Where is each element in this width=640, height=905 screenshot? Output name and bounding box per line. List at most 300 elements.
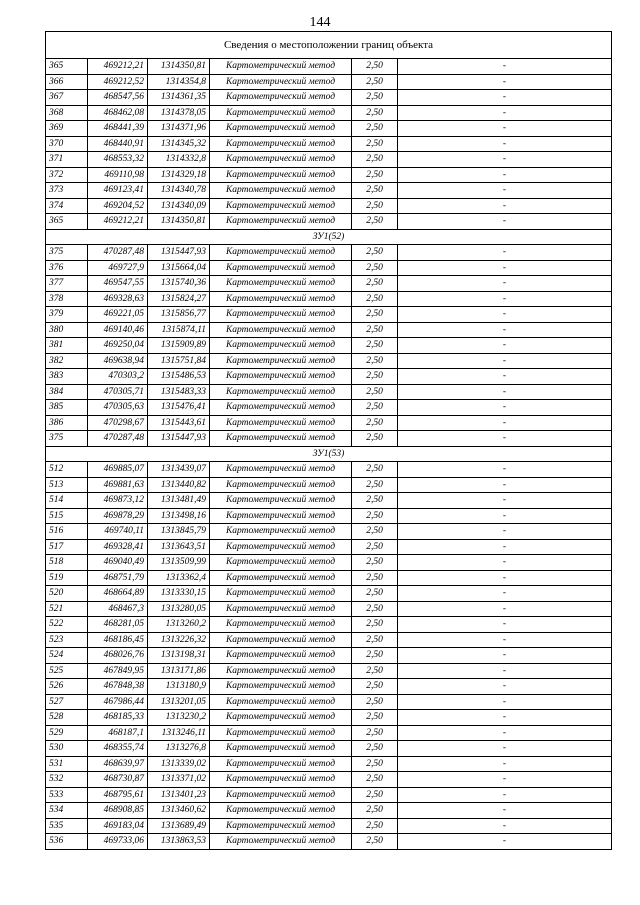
point-number: 365 bbox=[46, 214, 88, 230]
point-number: 521 bbox=[46, 601, 88, 617]
description: - bbox=[398, 322, 612, 338]
table-row bbox=[46, 617, 612, 633]
point-number: 384 bbox=[46, 384, 88, 400]
method: Картометрический метод bbox=[210, 617, 352, 633]
coord-y: 1314332,8 bbox=[148, 152, 210, 168]
description: - bbox=[398, 803, 612, 819]
accuracy: 2,50 bbox=[352, 787, 398, 803]
accuracy: 2,50 bbox=[352, 384, 398, 400]
coord-x: 468730,87 bbox=[88, 772, 148, 788]
accuracy: 2,50 bbox=[352, 725, 398, 741]
table-row bbox=[46, 570, 612, 586]
coord-x: 467849,95 bbox=[88, 663, 148, 679]
description: - bbox=[398, 539, 612, 555]
coord-x: 468355,74 bbox=[88, 741, 148, 757]
coord-y: 1314340,78 bbox=[148, 183, 210, 199]
description: - bbox=[398, 756, 612, 772]
accuracy: 2,50 bbox=[352, 183, 398, 199]
table-row bbox=[46, 787, 612, 803]
table-row bbox=[46, 431, 612, 447]
table-row bbox=[46, 90, 612, 106]
point-number: 532 bbox=[46, 772, 88, 788]
accuracy: 2,50 bbox=[352, 90, 398, 106]
description: - bbox=[398, 90, 612, 106]
coord-y: 1314329,18 bbox=[148, 167, 210, 183]
method: Картометрический метод bbox=[210, 694, 352, 710]
coord-x: 469123,41 bbox=[88, 183, 148, 199]
table-row bbox=[46, 586, 612, 602]
description: - bbox=[398, 524, 612, 540]
point-number: 515 bbox=[46, 508, 88, 524]
method: Картометрический метод bbox=[210, 384, 352, 400]
accuracy: 2,50 bbox=[352, 400, 398, 416]
point-number: 371 bbox=[46, 152, 88, 168]
description: - bbox=[398, 152, 612, 168]
method: Картометрический метод bbox=[210, 167, 352, 183]
accuracy: 2,50 bbox=[352, 105, 398, 121]
point-number: 370 bbox=[46, 136, 88, 152]
coord-x: 469140,46 bbox=[88, 322, 148, 338]
description: - bbox=[398, 431, 612, 447]
method: Картометрический метод bbox=[210, 493, 352, 509]
coord-y: 1314361,35 bbox=[148, 90, 210, 106]
accuracy: 2,50 bbox=[352, 539, 398, 555]
description: - bbox=[398, 353, 612, 369]
point-number: 379 bbox=[46, 307, 88, 323]
method: Картометрический метод bbox=[210, 245, 352, 261]
accuracy: 2,50 bbox=[352, 214, 398, 230]
coord-x: 468639,97 bbox=[88, 756, 148, 772]
method: Картометрический метод bbox=[210, 772, 352, 788]
accuracy: 2,50 bbox=[352, 586, 398, 602]
method: Картометрический метод bbox=[210, 555, 352, 571]
table-row bbox=[46, 74, 612, 90]
description: - bbox=[398, 834, 612, 850]
point-number: 516 bbox=[46, 524, 88, 540]
method: Картометрический метод bbox=[210, 725, 352, 741]
table-row bbox=[46, 694, 612, 710]
coord-y: 1313498,16 bbox=[148, 508, 210, 524]
coord-y: 1313401,23 bbox=[148, 787, 210, 803]
section-header-row bbox=[46, 446, 612, 462]
accuracy: 2,50 bbox=[352, 694, 398, 710]
point-number: 519 bbox=[46, 570, 88, 586]
description: - bbox=[398, 477, 612, 493]
coord-x: 468553,32 bbox=[88, 152, 148, 168]
table-row bbox=[46, 105, 612, 121]
point-number: 534 bbox=[46, 803, 88, 819]
method: Картометрический метод bbox=[210, 663, 352, 679]
point-number: 523 bbox=[46, 632, 88, 648]
coord-x: 469873,12 bbox=[88, 493, 148, 509]
method: Картометрический метод bbox=[210, 834, 352, 850]
point-number: 385 bbox=[46, 400, 88, 416]
boundary-coordinates-table bbox=[45, 31, 612, 850]
accuracy: 2,50 bbox=[352, 167, 398, 183]
description: - bbox=[398, 214, 612, 230]
table-row bbox=[46, 260, 612, 276]
accuracy: 2,50 bbox=[352, 772, 398, 788]
method: Картометрический метод bbox=[210, 710, 352, 726]
description: - bbox=[398, 121, 612, 137]
accuracy: 2,50 bbox=[352, 601, 398, 617]
method: Картометрический метод bbox=[210, 787, 352, 803]
description: - bbox=[398, 291, 612, 307]
coord-x: 470298,67 bbox=[88, 415, 148, 431]
method: Картометрический метод bbox=[210, 648, 352, 664]
coord-y: 1314350,81 bbox=[148, 59, 210, 75]
coord-y: 1315447,93 bbox=[148, 431, 210, 447]
table-title-row bbox=[46, 32, 612, 59]
point-number: 513 bbox=[46, 477, 88, 493]
accuracy: 2,50 bbox=[352, 121, 398, 137]
description: - bbox=[398, 136, 612, 152]
description: - bbox=[398, 648, 612, 664]
method: Картометрический метод bbox=[210, 74, 352, 90]
coord-y: 1313439,07 bbox=[148, 462, 210, 478]
coord-x: 468026,76 bbox=[88, 648, 148, 664]
coord-y: 1313460,62 bbox=[148, 803, 210, 819]
coord-x: 470287,48 bbox=[88, 245, 148, 261]
coord-y: 1313339,02 bbox=[148, 756, 210, 772]
method: Картометрический метод bbox=[210, 431, 352, 447]
point-number: 520 bbox=[46, 586, 88, 602]
accuracy: 2,50 bbox=[352, 632, 398, 648]
point-number: 518 bbox=[46, 555, 88, 571]
coord-y: 1313643,51 bbox=[148, 539, 210, 555]
coord-y: 1313180,9 bbox=[148, 679, 210, 695]
method: Картометрический метод bbox=[210, 121, 352, 137]
description: - bbox=[398, 183, 612, 199]
table-row bbox=[46, 462, 612, 478]
method: Картометрический метод bbox=[210, 803, 352, 819]
table-row bbox=[46, 167, 612, 183]
method: Картометрический метод bbox=[210, 415, 352, 431]
coord-y: 1313863,53 bbox=[148, 834, 210, 850]
point-number: 527 bbox=[46, 694, 88, 710]
description: - bbox=[398, 415, 612, 431]
accuracy: 2,50 bbox=[352, 338, 398, 354]
point-number: 512 bbox=[46, 462, 88, 478]
point-number: 375 bbox=[46, 245, 88, 261]
description: - bbox=[398, 663, 612, 679]
table-row bbox=[46, 59, 612, 75]
description: - bbox=[398, 167, 612, 183]
coord-x: 469878,29 bbox=[88, 508, 148, 524]
accuracy: 2,50 bbox=[352, 59, 398, 75]
description: - bbox=[398, 617, 612, 633]
accuracy: 2,50 bbox=[352, 617, 398, 633]
method: Картометрический метод bbox=[210, 322, 352, 338]
coord-x: 469040,49 bbox=[88, 555, 148, 571]
description: - bbox=[398, 818, 612, 834]
coord-y: 1315874,11 bbox=[148, 322, 210, 338]
coord-x: 469212,21 bbox=[88, 214, 148, 230]
coord-x: 468185,33 bbox=[88, 710, 148, 726]
table-row bbox=[46, 539, 612, 555]
section-header-row bbox=[46, 229, 612, 245]
method: Картометрический метод bbox=[210, 276, 352, 292]
coord-y: 1315824,27 bbox=[148, 291, 210, 307]
accuracy: 2,50 bbox=[352, 741, 398, 757]
accuracy: 2,50 bbox=[352, 834, 398, 850]
description: - bbox=[398, 462, 612, 478]
coord-x: 469733,06 bbox=[88, 834, 148, 850]
accuracy: 2,50 bbox=[352, 198, 398, 214]
coord-x: 468467,3 bbox=[88, 601, 148, 617]
method: Картометрический метод bbox=[210, 214, 352, 230]
point-number: 530 bbox=[46, 741, 88, 757]
coord-y: 1313845,79 bbox=[148, 524, 210, 540]
description: - bbox=[398, 245, 612, 261]
coord-x: 467986,44 bbox=[88, 694, 148, 710]
accuracy: 2,50 bbox=[352, 818, 398, 834]
accuracy: 2,50 bbox=[352, 245, 398, 261]
method: Картометрический метод bbox=[210, 462, 352, 478]
method: Картометрический метод bbox=[210, 400, 352, 416]
point-number: 514 bbox=[46, 493, 88, 509]
table-row bbox=[46, 725, 612, 741]
point-number: 535 bbox=[46, 818, 88, 834]
table-row bbox=[46, 276, 612, 292]
coord-x: 468795,61 bbox=[88, 787, 148, 803]
point-number: 367 bbox=[46, 90, 88, 106]
table-row bbox=[46, 338, 612, 354]
coord-y: 1313201,05 bbox=[148, 694, 210, 710]
method: Картометрический метод bbox=[210, 353, 352, 369]
method: Картометрический метод bbox=[210, 586, 352, 602]
table-row bbox=[46, 741, 612, 757]
coord-x: 469183,04 bbox=[88, 818, 148, 834]
section-label: ЗУ1(53) bbox=[46, 446, 612, 462]
accuracy: 2,50 bbox=[352, 462, 398, 478]
description: - bbox=[398, 710, 612, 726]
coord-y: 1314354,8 bbox=[148, 74, 210, 90]
description: - bbox=[398, 369, 612, 385]
description: - bbox=[398, 787, 612, 803]
description: - bbox=[398, 741, 612, 757]
method: Картометрический метод bbox=[210, 539, 352, 555]
method: Картометрический метод bbox=[210, 136, 352, 152]
table-row bbox=[46, 679, 612, 695]
method: Картометрический метод bbox=[210, 90, 352, 106]
table-row bbox=[46, 322, 612, 338]
coord-y: 1313230,2 bbox=[148, 710, 210, 726]
coord-x: 468440,91 bbox=[88, 136, 148, 152]
description: - bbox=[398, 493, 612, 509]
coord-x: 469221,05 bbox=[88, 307, 148, 323]
accuracy: 2,50 bbox=[352, 260, 398, 276]
table-row bbox=[46, 493, 612, 509]
coord-x: 468187,1 bbox=[88, 725, 148, 741]
coord-x: 469727,9 bbox=[88, 260, 148, 276]
point-number: 375 bbox=[46, 431, 88, 447]
description: - bbox=[398, 555, 612, 571]
coord-y: 1313440,82 bbox=[148, 477, 210, 493]
coord-x: 469740,11 bbox=[88, 524, 148, 540]
coord-y: 1315447,93 bbox=[148, 245, 210, 261]
method: Картометрический метод bbox=[210, 183, 352, 199]
accuracy: 2,50 bbox=[352, 679, 398, 695]
coord-y: 1315483,33 bbox=[148, 384, 210, 400]
accuracy: 2,50 bbox=[352, 648, 398, 664]
description: - bbox=[398, 679, 612, 695]
accuracy: 2,50 bbox=[352, 353, 398, 369]
accuracy: 2,50 bbox=[352, 756, 398, 772]
coord-x: 470303,2 bbox=[88, 369, 148, 385]
point-number: 368 bbox=[46, 105, 88, 121]
method: Картометрический метод bbox=[210, 679, 352, 695]
coord-y: 1313226,32 bbox=[148, 632, 210, 648]
point-number: 374 bbox=[46, 198, 88, 214]
table-row bbox=[46, 415, 612, 431]
coord-y: 1314378,05 bbox=[148, 105, 210, 121]
coord-x: 469212,21 bbox=[88, 59, 148, 75]
coord-y: 1314345,32 bbox=[148, 136, 210, 152]
coord-y: 1314371,96 bbox=[148, 121, 210, 137]
method: Картометрический метод bbox=[210, 508, 352, 524]
point-number: 382 bbox=[46, 353, 88, 369]
point-number: 524 bbox=[46, 648, 88, 664]
coord-y: 1314350,81 bbox=[148, 214, 210, 230]
coord-y: 1313276,8 bbox=[148, 741, 210, 757]
table-row bbox=[46, 121, 612, 137]
accuracy: 2,50 bbox=[352, 570, 398, 586]
point-number: 386 bbox=[46, 415, 88, 431]
table-row bbox=[46, 601, 612, 617]
table-row bbox=[46, 291, 612, 307]
method: Картометрический метод bbox=[210, 756, 352, 772]
table-row bbox=[46, 353, 612, 369]
accuracy: 2,50 bbox=[352, 276, 398, 292]
point-number: 517 bbox=[46, 539, 88, 555]
point-number: 383 bbox=[46, 369, 88, 385]
method: Картометрический метод bbox=[210, 307, 352, 323]
description: - bbox=[398, 307, 612, 323]
description: - bbox=[398, 586, 612, 602]
method: Картометрический метод bbox=[210, 570, 352, 586]
table-row bbox=[46, 663, 612, 679]
accuracy: 2,50 bbox=[352, 493, 398, 509]
accuracy: 2,50 bbox=[352, 74, 398, 90]
table-row bbox=[46, 555, 612, 571]
point-number: 376 bbox=[46, 260, 88, 276]
accuracy: 2,50 bbox=[352, 508, 398, 524]
point-number: 373 bbox=[46, 183, 88, 199]
method: Картометрический метод bbox=[210, 632, 352, 648]
table-row bbox=[46, 818, 612, 834]
coord-x: 469547,55 bbox=[88, 276, 148, 292]
table-row bbox=[46, 524, 612, 540]
coord-y: 1313362,4 bbox=[148, 570, 210, 586]
table-row bbox=[46, 772, 612, 788]
table-row bbox=[46, 834, 612, 850]
table-row bbox=[46, 245, 612, 261]
accuracy: 2,50 bbox=[352, 307, 398, 323]
description: - bbox=[398, 59, 612, 75]
section-label: ЗУ1(52) bbox=[46, 229, 612, 245]
table-row bbox=[46, 136, 612, 152]
coord-x: 468281,05 bbox=[88, 617, 148, 633]
point-number: 525 bbox=[46, 663, 88, 679]
method: Картометрический метод bbox=[210, 291, 352, 307]
accuracy: 2,50 bbox=[352, 322, 398, 338]
description: - bbox=[398, 772, 612, 788]
point-number: 522 bbox=[46, 617, 88, 633]
description: - bbox=[398, 508, 612, 524]
description: - bbox=[398, 74, 612, 90]
point-number: 372 bbox=[46, 167, 88, 183]
description: - bbox=[398, 570, 612, 586]
method: Картометрический метод bbox=[210, 338, 352, 354]
method: Картометрический метод bbox=[210, 524, 352, 540]
accuracy: 2,50 bbox=[352, 291, 398, 307]
method: Картометрический метод bbox=[210, 818, 352, 834]
coord-x: 469638,94 bbox=[88, 353, 148, 369]
coord-x: 469204,52 bbox=[88, 198, 148, 214]
table-row bbox=[46, 369, 612, 385]
method: Картометрический метод bbox=[210, 741, 352, 757]
table-row bbox=[46, 803, 612, 819]
method: Картометрический метод bbox=[210, 198, 352, 214]
accuracy: 2,50 bbox=[352, 136, 398, 152]
table-row bbox=[46, 183, 612, 199]
table-title: Сведения о местоположении границ объекта bbox=[46, 32, 612, 59]
point-number: 531 bbox=[46, 756, 88, 772]
description: - bbox=[398, 276, 612, 292]
coord-x: 468547,56 bbox=[88, 90, 148, 106]
table-row bbox=[46, 307, 612, 323]
coord-x: 468664,89 bbox=[88, 586, 148, 602]
coord-y: 1313371,02 bbox=[148, 772, 210, 788]
coord-x: 469885,07 bbox=[88, 462, 148, 478]
table-row bbox=[46, 756, 612, 772]
table-row bbox=[46, 477, 612, 493]
coord-x: 468462,08 bbox=[88, 105, 148, 121]
description: - bbox=[398, 338, 612, 354]
point-number: 369 bbox=[46, 121, 88, 137]
coord-y: 1315443,61 bbox=[148, 415, 210, 431]
coord-x: 470305,63 bbox=[88, 400, 148, 416]
description: - bbox=[398, 601, 612, 617]
coord-x: 469328,63 bbox=[88, 291, 148, 307]
method: Картометрический метод bbox=[210, 601, 352, 617]
coord-y: 1315476,41 bbox=[148, 400, 210, 416]
table-row bbox=[46, 198, 612, 214]
accuracy: 2,50 bbox=[352, 431, 398, 447]
coord-y: 1313689,49 bbox=[148, 818, 210, 834]
accuracy: 2,50 bbox=[352, 152, 398, 168]
description: - bbox=[398, 725, 612, 741]
point-number: 381 bbox=[46, 338, 88, 354]
point-number: 526 bbox=[46, 679, 88, 695]
method: Картометрический метод bbox=[210, 59, 352, 75]
coord-y: 1313481,49 bbox=[148, 493, 210, 509]
table-row bbox=[46, 648, 612, 664]
description: - bbox=[398, 260, 612, 276]
coord-x: 470305,71 bbox=[88, 384, 148, 400]
accuracy: 2,50 bbox=[352, 369, 398, 385]
description: - bbox=[398, 105, 612, 121]
accuracy: 2,50 bbox=[352, 663, 398, 679]
coord-x: 469328,41 bbox=[88, 539, 148, 555]
point-number: 377 bbox=[46, 276, 88, 292]
point-number: 366 bbox=[46, 74, 88, 90]
accuracy: 2,50 bbox=[352, 555, 398, 571]
coord-y: 1315909,89 bbox=[148, 338, 210, 354]
coord-x: 470287,48 bbox=[88, 431, 148, 447]
table-row bbox=[46, 384, 612, 400]
